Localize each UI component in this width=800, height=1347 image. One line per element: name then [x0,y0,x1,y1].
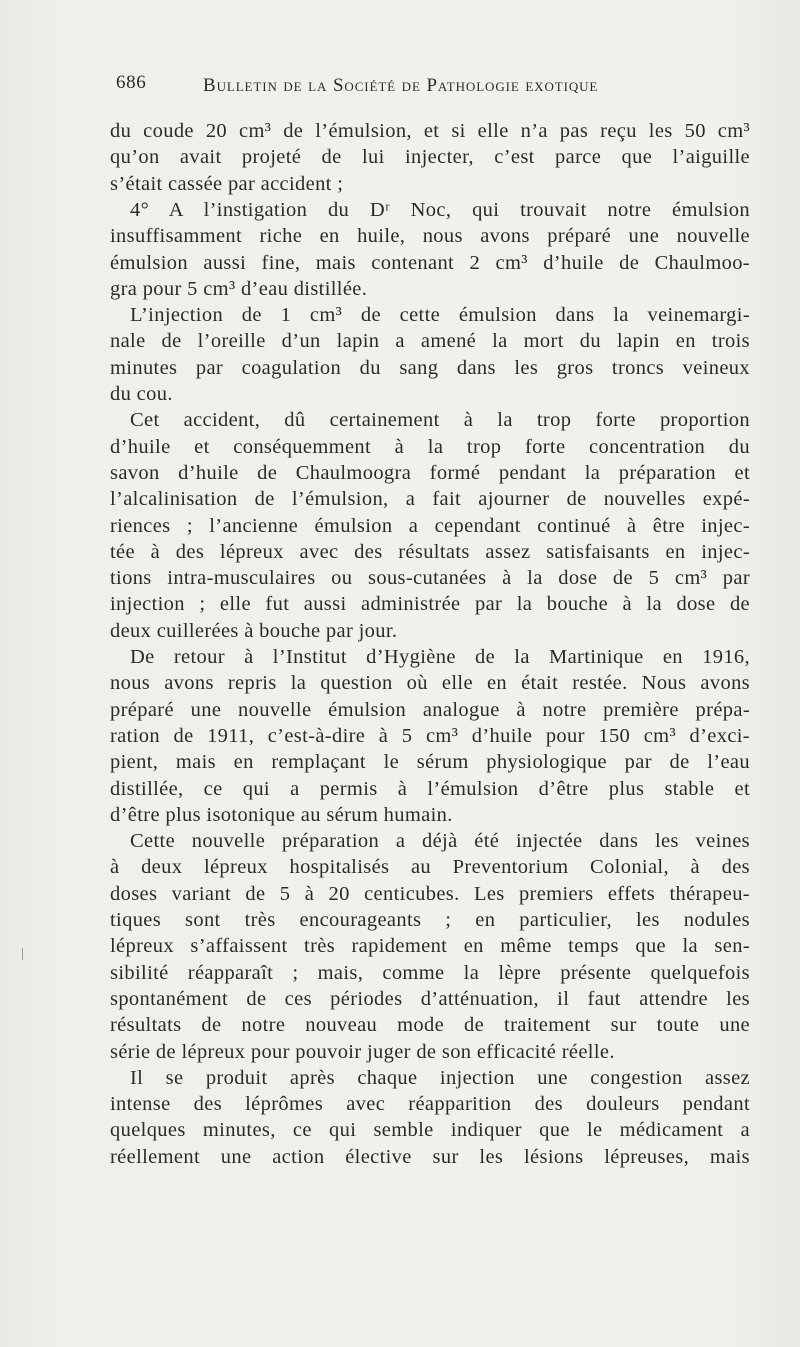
text-line: pient, mais en remplaçant le sérum physiologique par de l’eau [110,751,750,774]
text-line: distillée, ce qui a permis à l’émulsion d’être plus stable et [110,777,750,800]
text-line: Cette nouvelle préparation a déjà été injectée dans les veines [130,830,750,853]
text-line: gra pour 5 cm³ d’eau distillée. [110,277,368,300]
text-line: tiques sont très encourageants ; en particulier, les nodules [110,909,750,931]
text-line: résultats de notre nouveau mode de traitement sur toute une [110,1014,750,1037]
margin-mark [22,948,26,960]
text-line: sibilité réapparaît ; mais, comme la lèpre présente quelquefois [110,961,750,984]
text-line: préparé une nouvelle émulsion analogue à notre première prépa- [110,698,750,721]
text-line: d’être plus isotonique au sérum humain. [110,803,453,826]
text-line: doses variant de 5 à 20 centicubes. Les premiers effets thérapeu- [110,882,750,905]
text-line: série de lépreux pour pouvoir juger de son efficacité réelle. [110,1040,615,1063]
text-line: Cet accident, dû certainement à la trop forte proportion [130,409,750,432]
page-number: 686 [116,72,147,93]
text-line: tée à des lépreux avec des résultats assez satisfaisants en injec- [110,540,750,563]
text-line: insuffisamment riche en huile, nous avons préparé une nouvelle [110,225,750,248]
text-line: spontanément de ces périodes d’atténuation, il faut attendre les [110,987,750,1010]
text-line: L’injection de 1 cm³ de cette émulsion dans la veinemargi- [130,304,750,327]
text-line: l’alcalinisation de l’émulsion, a fait ajourner de nouvelles expé- [110,488,750,511]
text-line: qu’on avait projeté de lui injecter, c’est parce que l’aiguille [110,146,750,169]
text-line: du cou. [110,383,173,405]
text-line: riences ; l’ancienne émulsion a cependant continué à être injec- [110,514,750,537]
text-line: injection ; elle fut aussi administrée par la bouche à la dose de [110,593,750,616]
text-line: ration de 1911, c’est-à-dire à 5 cm³ d’huile pour 150 cm³ d’exci- [110,724,750,747]
text-line: d’huile et conséquemment à la trop forte concentration du [110,435,750,458]
text-line: Il se produit après chaque injection une congestion assez [130,1066,750,1089]
text-line: De retour à l’Institut d’Hygiène de la Martinique en 1916, [130,646,750,668]
text-line: 4° A l’instigation du Dʳ Noc, qui trouvait notre émulsion [130,198,750,221]
text-line: lépreux s’affaissent très rapidement en même temps que la sen- [110,935,750,958]
text-line: s’était cassée par accident ; [110,172,344,195]
running-head [116,72,676,102]
text-line: nale de l’oreille d’un lapin a amené la mort du lapin en trois [110,330,750,353]
text-line: réellement une action élective sur les lésions lépreuses, mais [110,1145,750,1168]
text-line: à deux lépreux hospitalisés au Preventorium Colonial, à des [110,856,750,879]
text-line: quelques minutes, ce qui semble indiquer que le médicament a [110,1119,750,1142]
text-line: du coude 20 cm³ de l’émulsion, et si elle n’a pas reçu les 50 cm³ [110,120,750,142]
text-line: nous avons repris la question où elle en était restée. Nous avons [110,672,750,695]
text-line: émulsion aussi fine, mais contenant 2 cm³ d’huile de Chaulmoo- [110,251,750,274]
journal-title: Bulletin de la Société de Pathologie exotique [203,75,599,96]
text-line: deux cuillerées à bouche par jour. [110,619,398,642]
text-line: savon d’huile de Chaulmoogra formé pendant la préparation et [110,461,750,484]
text-line: minutes par coagulation du sang dans les gros troncs veineux [110,356,750,379]
text-line: intense des léprômes avec réapparition des douleurs pendant [110,1093,750,1116]
text-line: tions intra-musculaires ou sous-cutanées à la dose de 5 cm³ par [110,567,750,590]
